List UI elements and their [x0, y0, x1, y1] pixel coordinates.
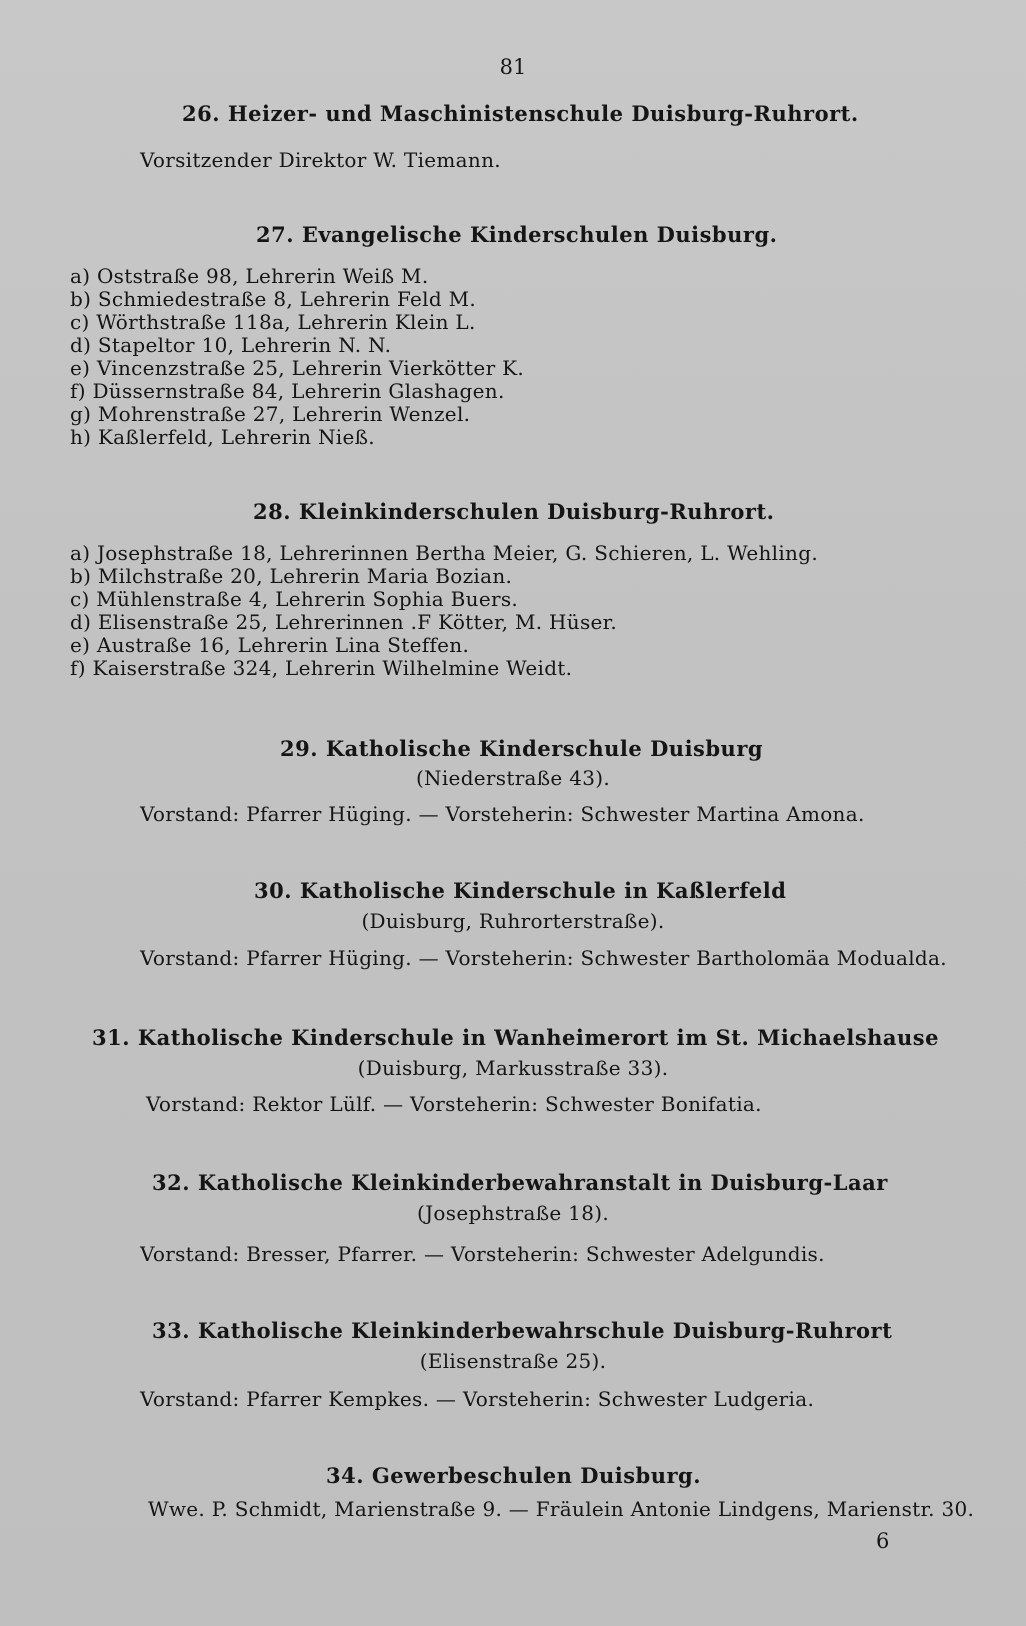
- section-33-board: Vorstand: Pfarrer Kempkes. — Vorsteherin: Schwester Ludgeria.: [140, 1387, 815, 1411]
- section-34-line: Wwe. P. Schmidt, Marienstraße 9. — Fräulein Antonie Lindgens, Marienstr. 30.: [148, 1497, 975, 1521]
- section-33-address: (Elisenstraße 25).: [419, 1349, 607, 1373]
- section-28-heading: 28. Kleinkinderschulen Duisburg-Ruhrort.: [253, 499, 775, 524]
- section-32-heading: 32. Katholische Kleinkinderbewahranstalt in Duisburg-Laar: [152, 1170, 888, 1195]
- section-31-address: (Duisburg, Markusstraße 33).: [357, 1056, 669, 1080]
- section-32-board: Vorstand: Bresser, Pfarrer. — Vorsteherin: Schwester Adelgundis.: [140, 1242, 825, 1266]
- section-27-heading: 27. Evangelische Kinderschulen Duisburg.: [256, 222, 778, 247]
- section-31-heading: 31. Katholische Kinderschule in Wanheimerort im St. Michaelshause: [92, 1025, 939, 1050]
- list-item: g) Mohrenstraße 27, Lehrerin Wenzel.: [70, 402, 471, 426]
- section-29-board: Vorstand: Pfarrer Hüging. — Vorsteherin: Schwester Martina Amona.: [140, 802, 865, 826]
- list-item: b) Schmiedestraße 8, Lehrerin Feld M.: [70, 287, 477, 311]
- list-item: e) Austraße 16, Lehrerin Lina Steffen.: [70, 633, 470, 657]
- section-30-board: Vorstand: Pfarrer Hüging. — Vorsteherin: Schwester Bartholomäa Modualda.: [140, 946, 947, 970]
- list-item: c) Wörthstraße 118a, Lehrerin Klein L.: [70, 310, 476, 334]
- page-number: 81: [499, 55, 527, 79]
- section-34-heading: 34. Gewerbeschulen Duisburg.: [326, 1463, 702, 1488]
- section-26-heading: 26. Heizer- und Maschinistenschule Duisburg-Ruhrort.: [182, 101, 859, 126]
- section-32-address: (Josephstraße 18).: [417, 1201, 609, 1225]
- section-29-address: (Niederstraße 43).: [415, 766, 611, 790]
- section-26-line: Vorsitzender Direktor W. Tiemann.: [140, 148, 501, 172]
- list-item: c) Mühlenstraße 4, Lehrerin Sophia Buers.: [70, 587, 519, 611]
- list-item: f) Düssernstraße 84, Lehrerin Glashagen.: [70, 379, 505, 403]
- list-item: a) Josephstraße 18, Lehrerinnen Bertha Meier, G. Schieren, L. Wehling.: [70, 541, 818, 565]
- list-item: b) Milchstraße 20, Lehrerin Maria Bozian.: [70, 564, 513, 588]
- section-33-heading: 33. Katholische Kleinkinderbewahrschule Duisburg-Ruhrort: [152, 1318, 893, 1343]
- list-item: h) Kaßlerfeld, Lehrerin Nieß.: [70, 425, 375, 449]
- list-item: d) Stapeltor 10, Lehrerin N. N.: [70, 333, 392, 357]
- section-29-heading: 29. Katholische Kinderschule Duisburg: [280, 736, 764, 761]
- list-item: f) Kaiserstraße 324, Lehrerin Wilhelmine Weidt.: [70, 656, 573, 680]
- list-item: a) Oststraße 98, Lehrerin Weiß M.: [70, 264, 429, 288]
- section-30-address: (Duisburg, Ruhrorterstraße).: [361, 909, 665, 933]
- signature-mark: 6: [876, 1529, 890, 1553]
- section-31-board: Vorstand: Rektor Lülf. — Vorsteherin: Schwester Bonifatia.: [146, 1092, 762, 1116]
- list-item: d) Elisenstraße 25, Lehrerinnen .F Kötter, M. Hüser.: [70, 610, 617, 634]
- list-item: e) Vincenzstraße 25, Lehrerin Vierkötter K.: [70, 356, 524, 380]
- section-30-heading: 30. Katholische Kinderschule in Kaßlerfeld: [254, 878, 787, 903]
